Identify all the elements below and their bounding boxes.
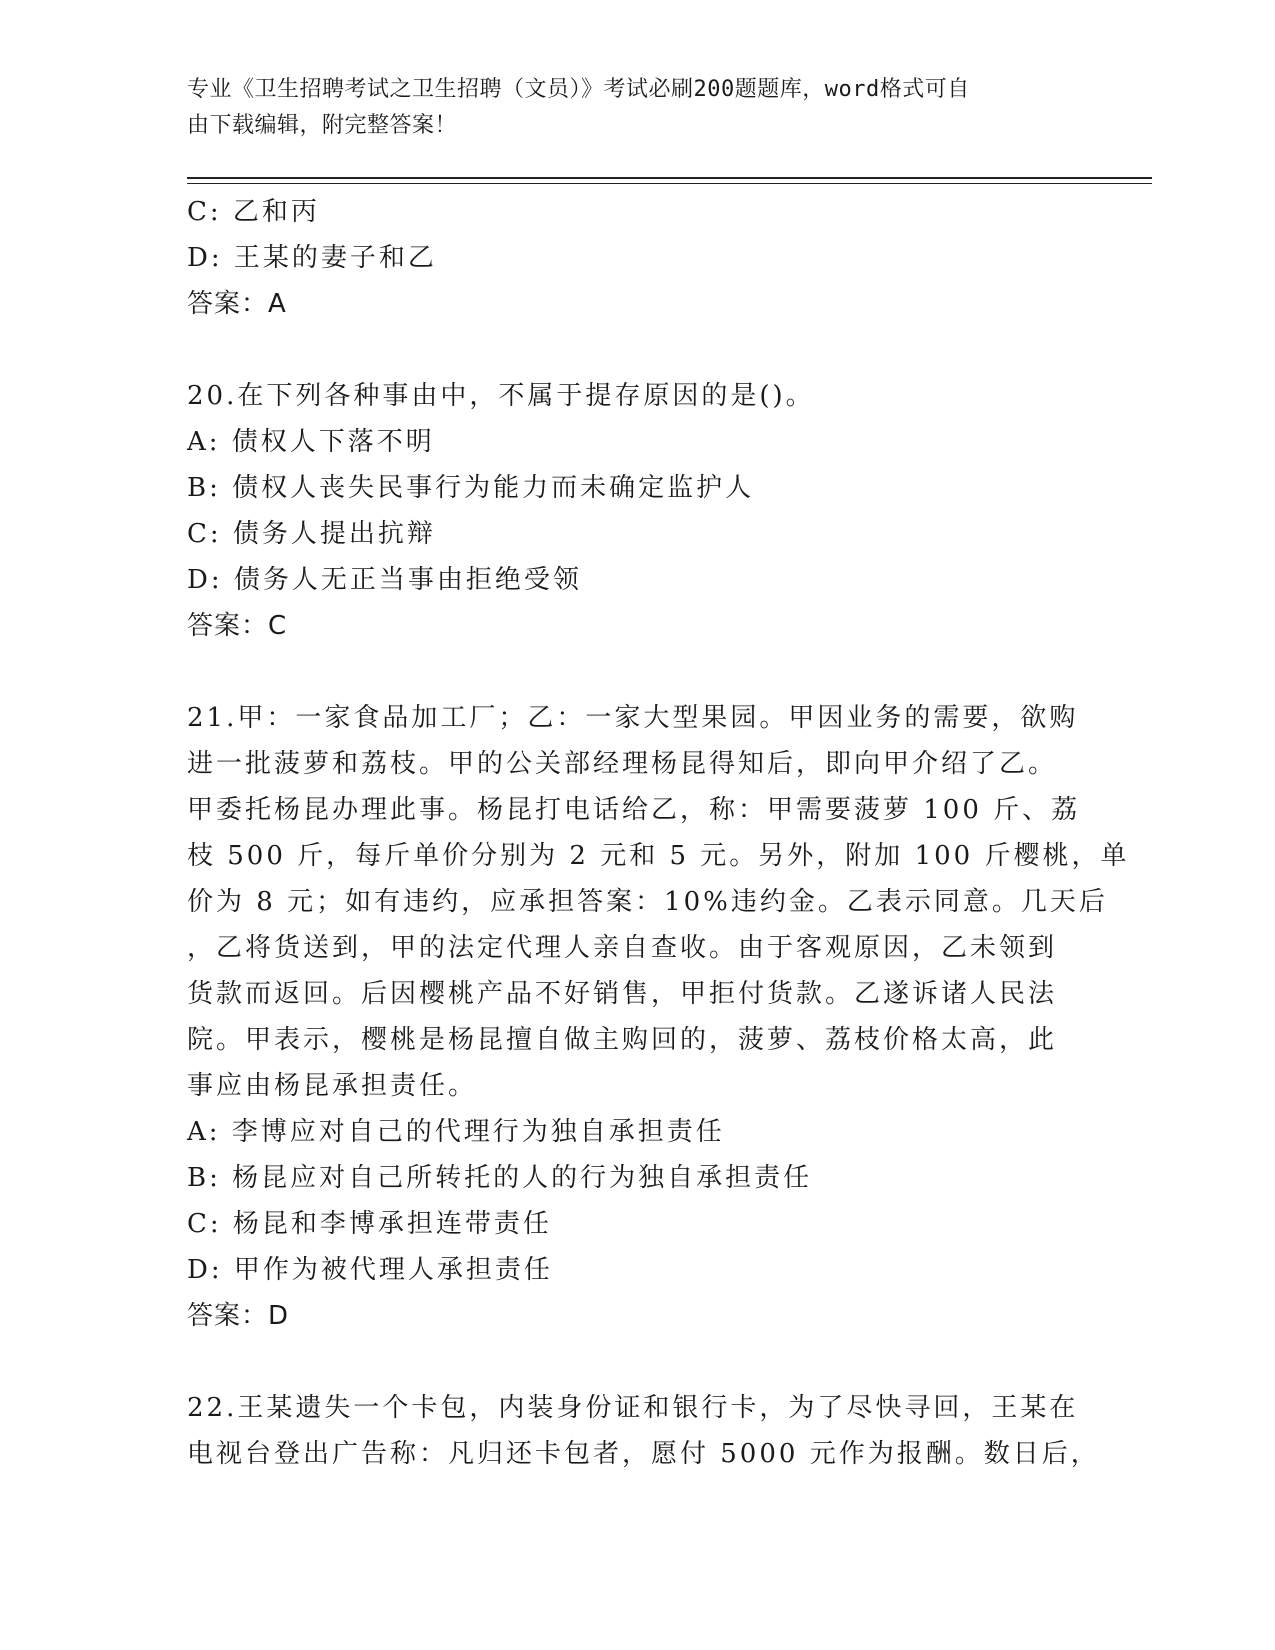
header-divider-thick: [187, 177, 1152, 179]
answer: 答案：A: [187, 289, 287, 319]
option-c: C: 杨昆和李博承担连带责任: [187, 1209, 552, 1239]
header-divider-thin: [187, 183, 1152, 184]
question-line: 价为 8 元；如有违约，应承担答案：10%违约金。乙表示同意。几天后: [187, 887, 1108, 917]
question-19: [187, 189, 1087, 327]
document-header: [187, 72, 1067, 144]
header-line-2: 由下载编辑，附完整答案！: [187, 113, 458, 138]
option-a: A: 债权人下落不明: [187, 427, 435, 457]
question-line: 电视台登出广告称：凡归还卡包者，愿付 5000 元作为报酬。数日后，: [187, 1439, 1100, 1469]
option-d: D: 甲作为被代理人承担责任: [187, 1255, 553, 1285]
spacer: [187, 327, 1087, 373]
question-text: 20.在下列各种事由中，不属于提存原因的是()。: [187, 381, 815, 411]
question-line: 枝 500 斤，每斤单价分别为 2 元和 5 元。另外，附加 100 斤樱桃，单: [187, 841, 1130, 871]
question-line: 事应由杨昆承担责任。: [187, 1071, 478, 1101]
question-line: 22.王某遗失一个卡包，内装身份证和银行卡，为了尽快寻回，王某在: [187, 1393, 1079, 1423]
question-line: 货款而返回。后因樱桃产品不好销售，甲拒付货款。乙遂诉诸人民法: [187, 979, 1058, 1009]
question-22: [187, 1385, 1100, 1477]
question-line: ，乙将货送到，甲的法定代理人亲自查收。由于客观原因，乙未领到: [187, 933, 1058, 963]
option-b: B: 杨昆应对自己所转托的人的行为独自承担责任: [187, 1163, 813, 1193]
answer: 答案：C: [187, 611, 288, 641]
question-text: [187, 695, 1130, 1109]
spacer: [187, 1339, 1087, 1385]
question-line: 21.甲：一家食品加工厂；乙：一家大型果园。甲因业务的需要，欲购: [187, 703, 1079, 733]
question-line: 甲委托杨昆办理此事。杨昆打电话给乙，称：甲需要菠萝 100 斤、荔: [187, 795, 1081, 825]
question-line: 院。甲表示，樱桃是杨昆擅自做主购回的，菠萝、荔枝价格太高，此: [187, 1025, 1058, 1055]
document-body: [187, 189, 1130, 1477]
option-a: A: 李博应对自己的代理行为独自承担责任: [187, 1117, 725, 1147]
option-c: C: 债务人提出抗辩: [187, 519, 436, 549]
answer: 答案：D: [187, 1301, 290, 1331]
question-21: [187, 695, 1130, 1339]
header-line-1: 专业《卫生招聘考试之卫生招聘（文员）》考试必刷200题题库，word格式可自: [187, 77, 970, 102]
option-d: D: 债务人无正当事由拒绝受领: [187, 565, 582, 595]
question-line: 进一批菠萝和荔枝。甲的公关部经理杨昆得知后，即向甲介绍了乙。: [187, 749, 1058, 779]
option-c: C: 乙和丙: [187, 197, 320, 227]
question-20: [187, 373, 1087, 649]
option-b: B: 债权人丧失民事行为能力而未确定监护人: [187, 473, 755, 503]
spacer: [187, 649, 1087, 695]
question-text: [187, 1385, 1100, 1477]
option-d: D: 王某的妻子和乙: [187, 243, 437, 273]
